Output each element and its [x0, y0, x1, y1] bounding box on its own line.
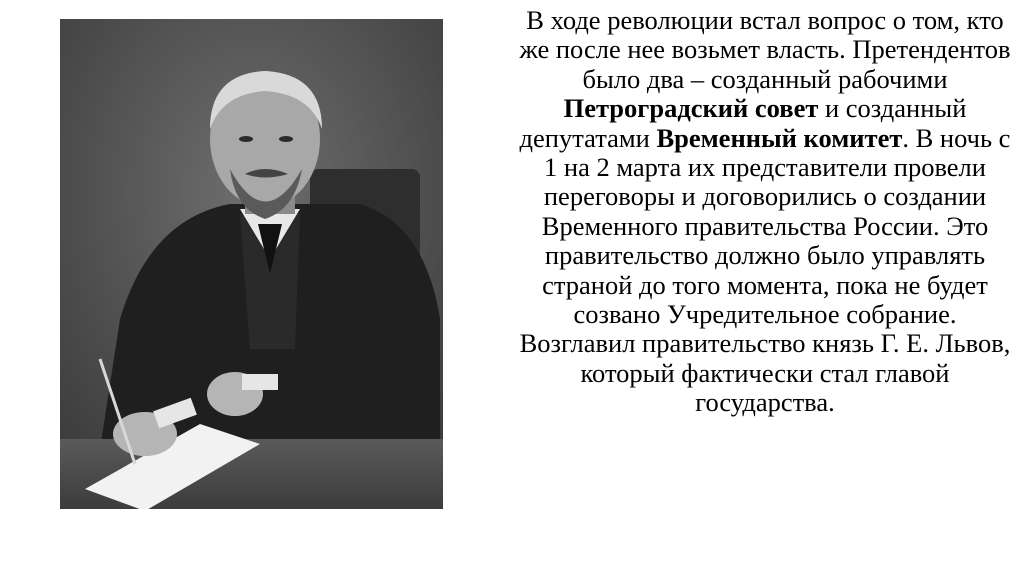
portrait-photo-icon: [60, 19, 443, 509]
main-text: [515, 6, 1015, 418]
text-part-3: . В ночь с 1 на 2 марта их представители провели переговоры и договорились о создании Временного правительства России. Это правительство должно было управлять страной до того момента, пока не будет созвано Учредительное собрание. Возглавил правительство князь Г. Е. Львов, который фактически стал главой государства.: [519, 122, 1011, 418]
provisional-committee-term: Временный комитет: [656, 122, 903, 153]
main-paragraph: [515, 6, 1015, 418]
portrait-photo: [60, 19, 443, 509]
text-part-2: и созданный депутатами: [519, 93, 967, 153]
text-part-1: В ходе революции встал вопрос о том, кто же после нее возьмет власть. Претендентов было два – созданный рабочими: [519, 5, 1011, 94]
petrograd-soviet-term: Петроградский совет: [563, 93, 819, 124]
